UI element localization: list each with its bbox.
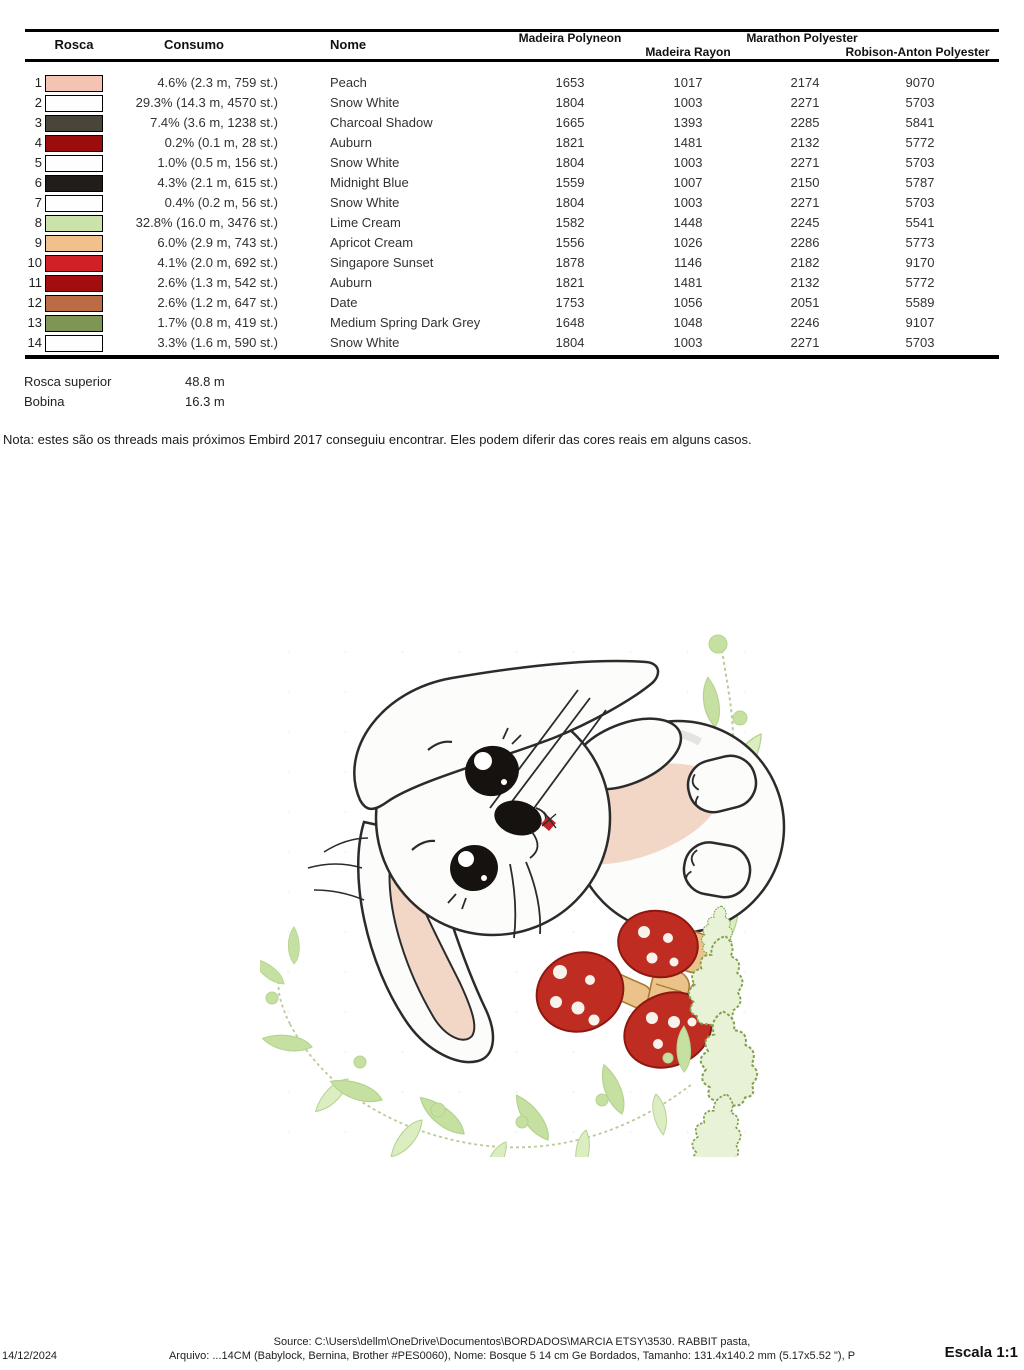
thread-consumption: 0.2% (0.1 m, 28 st.) [164, 135, 278, 150]
code-madeira-polyneon: 1665 [555, 115, 585, 130]
code-madeira-rayon: 1448 [673, 215, 703, 230]
thread-table-row [0, 153, 1024, 173]
code-marathon-polyester: 2286 [790, 235, 820, 250]
col-header-madeira-polyneon: Madeira Polyneon [518, 31, 622, 45]
thread-number: 14 [27, 335, 42, 350]
thread-table-row [0, 133, 1024, 153]
thread-number: 4 [34, 135, 42, 150]
code-robison-anton: 5703 [905, 335, 935, 350]
thread-table-row [0, 113, 1024, 133]
code-madeira-polyneon: 1804 [555, 155, 585, 170]
code-madeira-rayon: 1048 [673, 315, 703, 330]
thread-number: 6 [34, 175, 42, 190]
thread-name: Medium Spring Dark Grey [330, 315, 481, 330]
code-madeira-rayon: 1481 [673, 275, 703, 290]
code-robison-anton: 5703 [905, 155, 935, 170]
thread-number: 3 [34, 115, 42, 130]
code-marathon-polyester: 2051 [790, 295, 820, 310]
thread-consumption: 4.3% (2.1 m, 615 st.) [157, 175, 278, 190]
col-header-rosca: Rosca [54, 37, 94, 52]
table-bottom-rule [25, 355, 999, 359]
code-madeira-polyneon: 1804 [555, 335, 585, 350]
code-robison-anton: 5589 [905, 295, 935, 310]
thread-consumption: 7.4% (3.6 m, 1238 st.) [150, 115, 278, 130]
col-header-nome: Nome [330, 37, 367, 52]
code-madeira-polyneon: 1559 [555, 175, 585, 190]
code-madeira-rayon: 1007 [673, 175, 703, 190]
code-robison-anton: 5541 [905, 215, 935, 230]
thread-table-row [0, 313, 1024, 333]
code-madeira-polyneon: 1821 [555, 275, 585, 290]
code-robison-anton: 5841 [905, 115, 935, 130]
thread-number: 9 [34, 235, 42, 250]
thread-table-body [0, 73, 1024, 353]
code-madeira-rayon: 1146 [674, 255, 702, 270]
source-path: Source: C:\Users\dellm\OneDrive\Documentos\BORDADOS\MARCIA ETSY\3530. RABBIT pasta, [273, 1336, 751, 1348]
code-madeira-rayon: 1056 [673, 295, 703, 310]
thread-number: 8 [34, 215, 42, 230]
thread-consumption: 1.0% (0.5 m, 156 st.) [157, 155, 278, 170]
thread-consumption: 2.6% (1.3 m, 542 st.) [157, 275, 278, 290]
thread-name: Midnight Blue [330, 175, 409, 190]
thread-number: 5 [34, 155, 42, 170]
code-robison-anton: 5703 [905, 95, 935, 110]
code-madeira-polyneon: 1804 [555, 95, 585, 110]
code-madeira-polyneon: 1556 [555, 235, 585, 250]
thread-consumption: 6.0% (2.9 m, 743 st.) [157, 235, 278, 250]
thread-table-row [0, 173, 1024, 193]
thread-note: Nota: estes são os threads mais próximos Embird 2017 conseguiu encontrar. Eles podem diferir das cores reais em alguns casos. [3, 432, 752, 447]
code-marathon-polyester: 2150 [790, 175, 820, 190]
col-header-robison-anton: Robison-Anton Polyester [845, 45, 990, 59]
code-madeira-rayon: 1003 [673, 195, 703, 210]
thread-table-row [0, 273, 1024, 293]
thread-name: Snow White [330, 195, 400, 210]
print-date: 14/12/2024 [2, 1350, 58, 1362]
thread-name: Apricot Cream [330, 235, 414, 250]
code-robison-anton: 9070 [905, 75, 935, 90]
thread-name: Charcoal Shadow [330, 115, 433, 130]
code-marathon-polyester: 2174 [790, 75, 820, 90]
thread-table-row [0, 93, 1024, 113]
thread-number: 7 [34, 195, 42, 210]
thread-name: Auburn [330, 135, 372, 150]
code-madeira-rayon: 1003 [673, 335, 703, 350]
thread-name: Singapore Sunset [330, 255, 434, 270]
thread-consumption: 2.6% (1.2 m, 647 st.) [157, 295, 278, 310]
rosca-superior-label: Rosca superior [24, 374, 112, 389]
code-marathon-polyester: 2182 [790, 255, 820, 270]
code-madeira-polyneon: 1753 [555, 295, 585, 310]
code-madeira-rayon: 1393 [673, 115, 703, 130]
code-madeira-polyneon: 1804 [555, 195, 585, 210]
code-madeira-polyneon: 1878 [555, 255, 585, 270]
code-madeira-rayon: 1026 [673, 235, 703, 250]
code-madeira-rayon: 1003 [673, 155, 703, 170]
code-robison-anton: 5773 [905, 235, 935, 250]
code-marathon-polyester: 2132 [790, 275, 820, 290]
code-robison-anton: 9170 [905, 255, 935, 270]
thread-consumption: 4.6% (2.3 m, 759 st.) [157, 75, 278, 90]
code-marathon-polyester: 2271 [790, 335, 820, 350]
embroidery-design-preview [260, 632, 795, 1157]
code-madeira-rayon: 1003 [673, 95, 703, 110]
thread-name: Snow White [330, 95, 400, 110]
thread-name: Date [330, 295, 358, 310]
file-info: Arquivo: ...14CM (Babylock, Bernina, Brother #PES0060), Nome: Bosque 5 14 cm Ge Bordados, Tamanho: 131.4x140.2 mm (5.17x5.52 "), P [168, 1350, 856, 1362]
thread-consumption: 1.7% (0.8 m, 419 st.) [157, 315, 278, 330]
code-marathon-polyester: 2271 [790, 195, 820, 210]
bunny-embroidery-illustration [260, 632, 795, 1157]
bobina-value: 16.3 m [185, 394, 225, 409]
code-marathon-polyester: 2271 [790, 155, 820, 170]
scale-label: Escala 1:1 [944, 1344, 1018, 1361]
thread-table-row [0, 253, 1024, 273]
code-robison-anton: 9107 [905, 315, 935, 330]
thread-consumption: 0.4% (0.2 m, 56 st.) [164, 195, 278, 210]
table-header-rule [25, 59, 999, 62]
code-marathon-polyester: 2271 [790, 95, 820, 110]
thread-number: 10 [27, 255, 42, 270]
thread-consumption: 3.3% (1.6 m, 590 st.) [157, 335, 278, 350]
thread-table-row [0, 213, 1024, 233]
thread-consumption: 4.1% (2.0 m, 692 st.) [157, 255, 278, 270]
code-marathon-polyester: 2132 [790, 135, 820, 150]
code-robison-anton: 5703 [905, 195, 935, 210]
code-madeira-rayon: 1481 [673, 135, 703, 150]
thread-name: Snow White [330, 335, 400, 350]
code-marathon-polyester: 2285 [790, 115, 820, 130]
code-madeira-polyneon: 1653 [555, 75, 585, 90]
col-header-marathon-polyester: Marathon Polyester [746, 31, 858, 45]
thread-table-row [0, 333, 1024, 353]
thread-table-row [0, 233, 1024, 253]
thread-table-row [0, 193, 1024, 213]
thread-number: 11 [28, 275, 42, 290]
col-header-consumo: Consumo [164, 37, 224, 52]
thread-number: 2 [34, 95, 42, 110]
code-robison-anton: 5787 [905, 175, 935, 190]
bobina-label: Bobina [24, 394, 65, 409]
thread-name: Snow White [330, 155, 400, 170]
thread-name: Peach [330, 75, 367, 90]
thread-number: 12 [27, 295, 42, 310]
thread-number: 13 [27, 315, 42, 330]
code-robison-anton: 5772 [905, 275, 935, 290]
code-marathon-polyester: 2245 [790, 215, 820, 230]
thread-number: 1 [34, 75, 42, 90]
code-madeira-polyneon: 1821 [555, 135, 585, 150]
thread-consumption: 32.8% (16.0 m, 3476 st.) [135, 215, 278, 230]
thread-table-row [0, 73, 1024, 93]
thread-name: Auburn [330, 275, 372, 290]
col-header-madeira-rayon: Madeira Rayon [645, 45, 731, 59]
rosca-superior-value: 48.8 m [185, 374, 225, 389]
code-madeira-polyneon: 1582 [555, 215, 585, 230]
code-marathon-polyester: 2246 [790, 315, 820, 330]
thread-name: Lime Cream [330, 215, 401, 230]
code-robison-anton: 5772 [905, 135, 935, 150]
thread-table-row [0, 293, 1024, 313]
code-madeira-rayon: 1017 [673, 75, 703, 90]
thread-consumption: 29.3% (14.3 m, 4570 st.) [135, 95, 278, 110]
code-madeira-polyneon: 1648 [555, 315, 585, 330]
